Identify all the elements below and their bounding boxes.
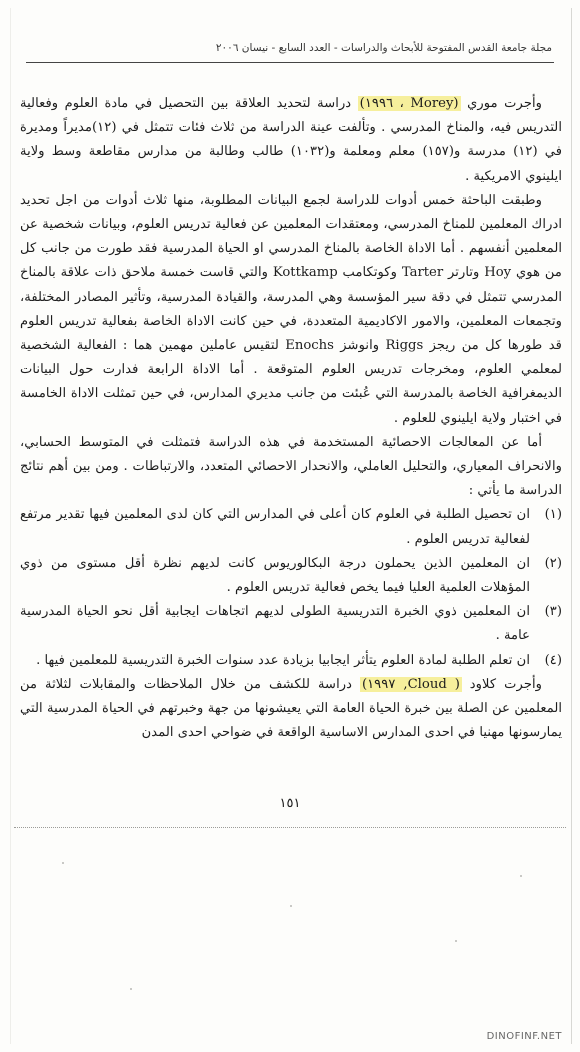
scan-speck	[520, 875, 522, 877]
paragraph-morey-rest: دراسة لتحديد العلاقة بين التحصيل في مادة العلوم وفعالية التدريس فيه، والمناخ المدرسي . وتألفت عينة الدراسة من ثلاث فئات تتمثل في (١٢)مديراً ومديرة في (١٢) مدرسة و(١٥٧) معلم ومعلمة و(١٠٣٢) طالب وطالبة من مدارس مقاطعة وسط ولاية ايلينوي الامريكية .	[20, 96, 562, 184]
result-number: (٣)	[544, 604, 562, 620]
page-number: ١٥١	[279, 796, 301, 811]
result-text: ان تعلم الطلبة لمادة العلوم يتأثر ايجابيا بزيادة عدد سنوات الخبرة التدريسية للمعلمين فيها .	[36, 652, 530, 668]
scan-speck	[290, 905, 292, 907]
paragraph-cloud	[20, 673, 562, 746]
result-text: ان المعلمين ذوي الخبرة التدريسية الطولى لديهم اتجاهات ايجابية أقل نحو الحياة المدرسية عامة .	[20, 604, 530, 644]
result-text: ان تحصيل الطلبة في العلوم كان أعلى في المدارس التي كان لدى المعلمين فيها تقدير مرتفع لفعالية تدريس العلوم .	[20, 507, 530, 547]
scan-edge-line	[14, 827, 566, 828]
scan-speck	[455, 940, 457, 942]
paragraph-cloud-rest: دراسة للكشف من خلال الملاحظات والمقابلات لثلاثة من المعلمين عن الصلة بين خبرة الحياة العامة التي يعيشونها من جهة وخبرتهم في الحياة المدرسية التي يمارسونها مهنيا في احدى المدارس الاساسية الواقعة في ضواحي احدى المدن	[20, 676, 562, 741]
article-body	[20, 92, 562, 745]
paragraph-cloud-lead: وأجرت كلاود	[461, 676, 543, 692]
header-divider	[26, 62, 554, 63]
highlighted-citation-morey: (Morey ، ١٩٩٦)	[359, 96, 459, 111]
highlighted-citation-cloud: ( Cloud, ١٩٩٧)	[361, 676, 460, 692]
scan-speck	[62, 862, 64, 864]
paragraph-instruments: وطبقت الباحثة خمس أدوات للدراسة لجمع البيانات المطلوبة، منها ثلاث أدوات من اجل تحديد ادراك المعلمين للمناخ المدرسي، ومعتقدات المعلمين عن فعالية تدريس العلوم، وبيانات شخصية عن المعلمين أنفسهم . أما الاداة الخاصة بالمناخ المدرسي او الحياة المدرسية فقد طورت من جانب كل من هوي Hoy وتارتر Tarter وكوتكامب Kottkamp والتي قاست خمسة ملاحق ذات علاقة بالمناخ المدرسي تتمثل في دقة سير المؤسسة وهي المدرسة، والقيادة المدرسية، وتأثير المصادر المختلفة، وتجمعات المعلمين، والامور الاكاديمية المتعددة، في حين كانت الاداة الخاصة بفعالية تدريس العلوم قد طورها كل من ريجز Riggs وانوشز Enochs لتقيس عاملين مهمين هما : الفعالية الشخصية لمعلمي العلوم، ومخرجات تدريس العلوم المتوقعة . أما الاداة الرابعة فدارت حول البيانات الديمغرافية الخاصة بالمدرسة التي عُبئت من جانب مديري المدارس، في حين تمثلت الاداة الخامسة في اختبار ولاية ايلينوي للعلوم .	[20, 192, 562, 426]
paragraph-statistics: أما عن المعالجات الاحصائية المستخدمة في هذه الدراسة فتمثلت في المتوسط الحسابي، والانحراف المعياري، والتحليل العاملي، والانحدار الاحصائي المتعدد، والارتباطات . ومن بين أهم نتائج الدراسة ما يأتي :	[20, 434, 562, 499]
result-number: (٢)	[544, 555, 562, 571]
result-item	[20, 600, 562, 648]
result-item	[20, 552, 562, 600]
site-watermark: DINOFINF.NET	[486, 1031, 562, 1042]
journal-header: مجلة جامعة القدس المفتوحة للأبحاث والدراسات - العدد السابع - نيسان ٢٠٠٦	[215, 42, 552, 54]
result-number: (١)	[544, 507, 562, 523]
scan-speck	[130, 988, 132, 990]
result-number: (٤)	[544, 652, 562, 668]
result-text: ان المعلمين الذين يحملون درجة البكالوريوس كانت لديهم نظرة أقل مستوى من ذوي المؤهلات العلمية العليا فيما يخص فعالية تدريس العلوم .	[20, 555, 530, 596]
paragraph-morey-lead: وأجرت موري	[460, 96, 542, 111]
paragraph-morey	[20, 92, 562, 189]
result-item	[20, 649, 562, 673]
result-item	[20, 503, 562, 551]
